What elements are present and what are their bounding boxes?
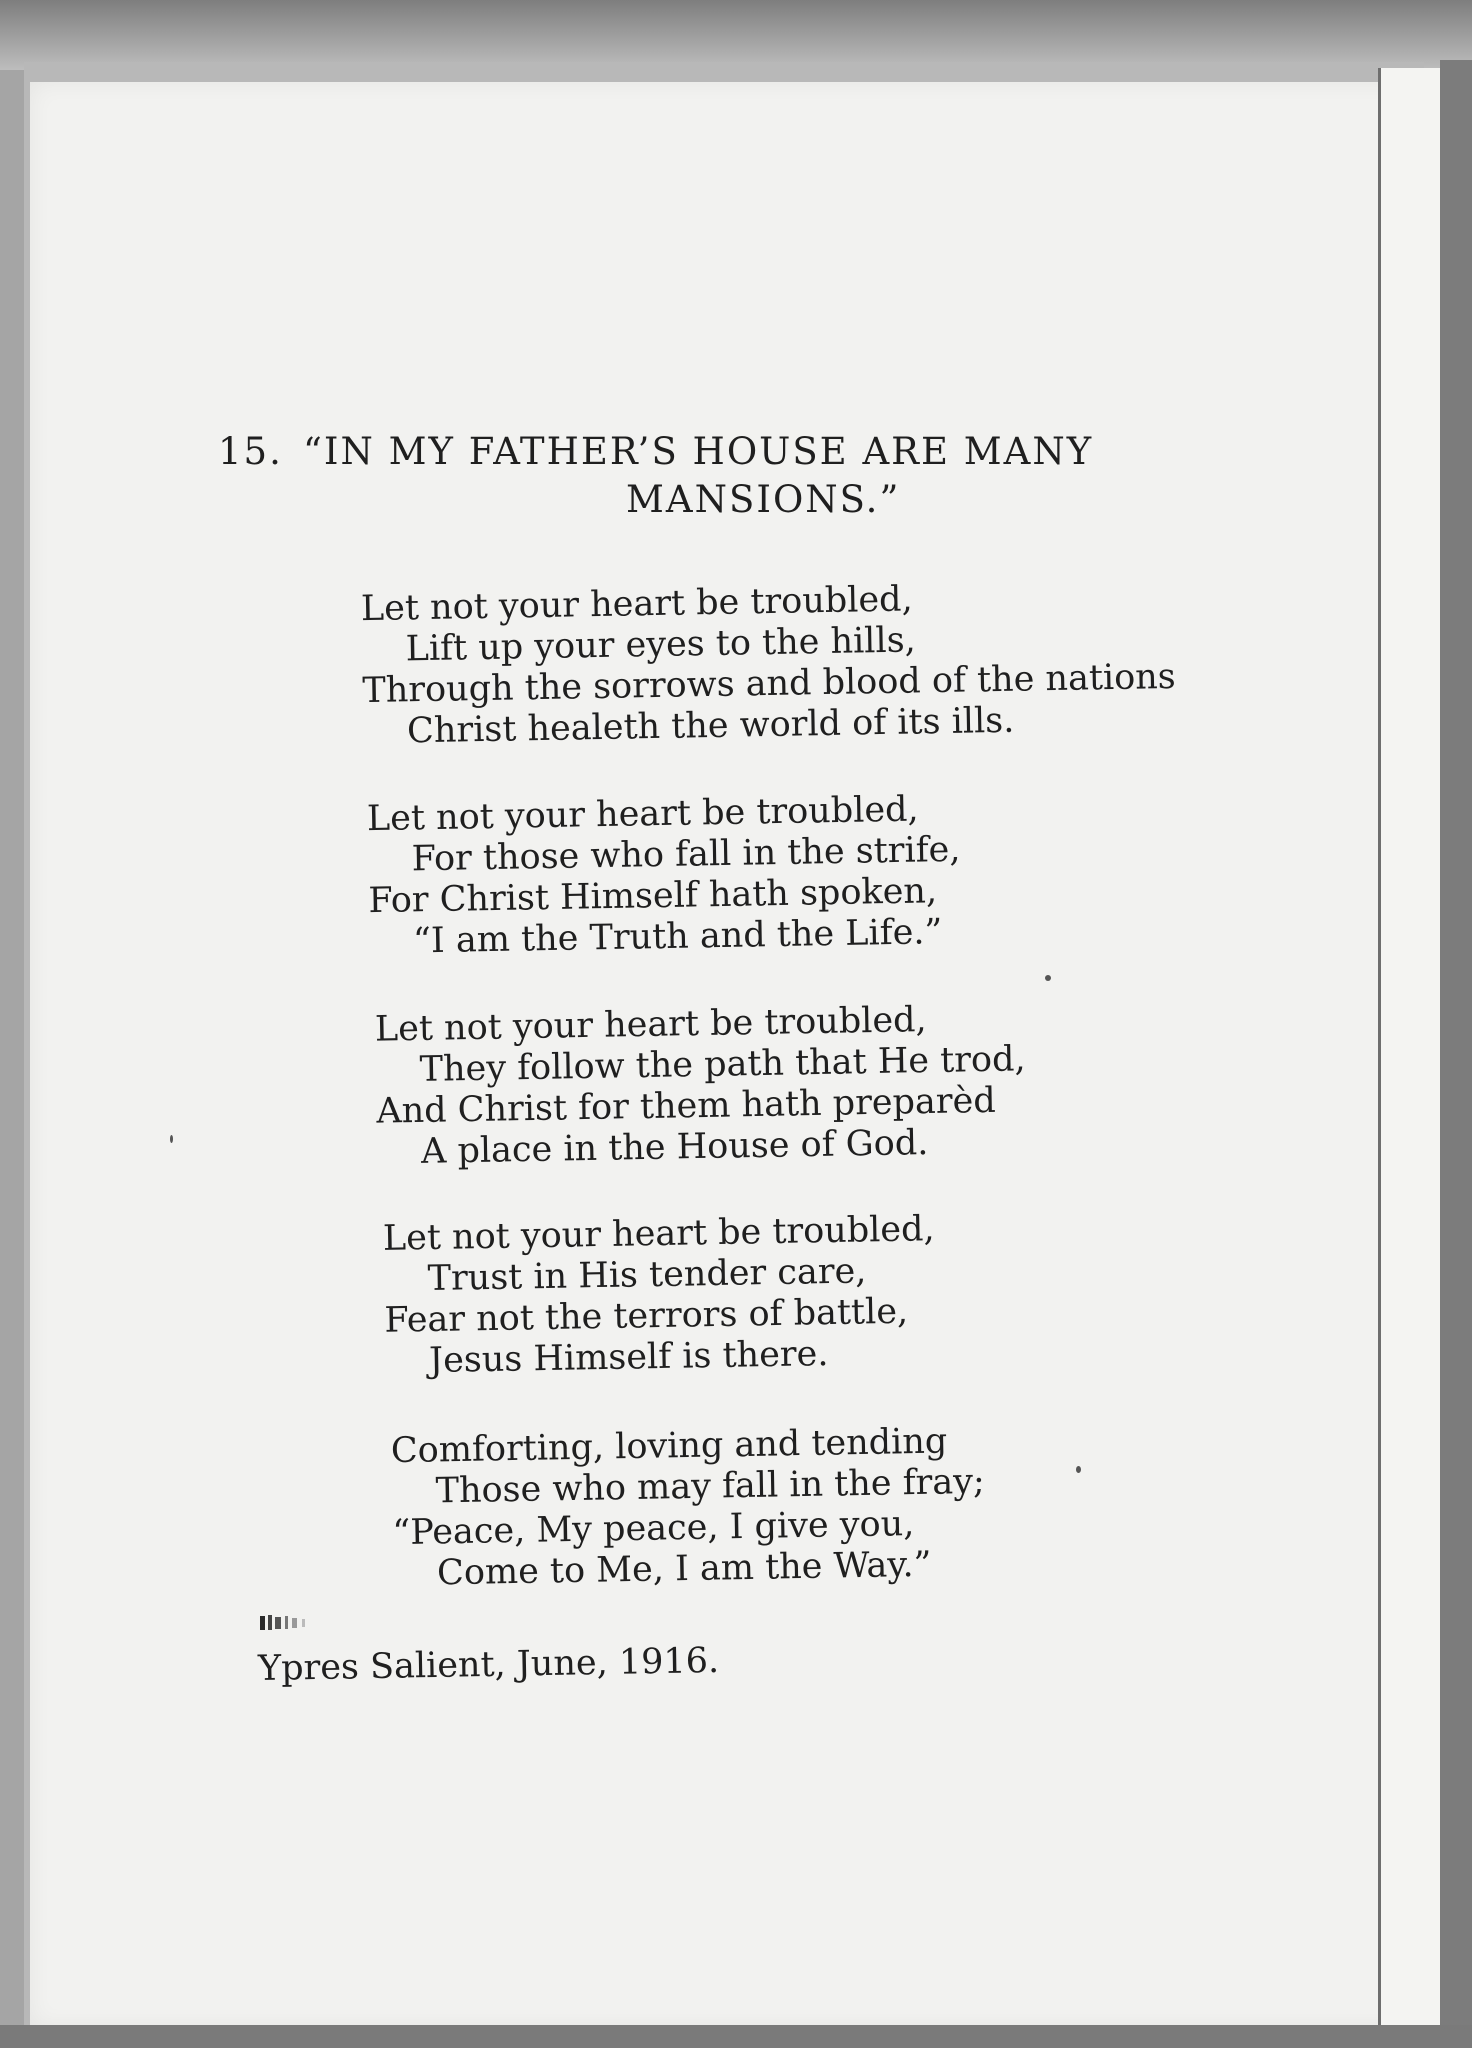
- verse-line: Fear not the terrors of battle,: [384, 1291, 909, 1341]
- verse-line: Through the sorrows and blood of the nations: [362, 656, 1177, 712]
- verse-line: Let not your heart be troubled,: [360, 579, 913, 630]
- stanza-2: [367, 789, 963, 963]
- dust-speck: [1076, 1466, 1081, 1473]
- stanza-5: [391, 1421, 987, 1595]
- poem-number: 15.: [218, 430, 283, 473]
- dust-speck: [170, 1135, 173, 1143]
- place-and-date: Ypres Salient, June, 1916.: [257, 1640, 720, 1690]
- verse-line: Those who may fall in the fray;: [435, 1461, 986, 1512]
- verse-line: Let not your heart be troubled,: [382, 1209, 935, 1259]
- verse-line: Let not your heart be troubled,: [366, 789, 919, 840]
- verse-line: Jesus Himself is there.: [428, 1334, 829, 1382]
- ink-smudge-mark: [258, 1612, 318, 1632]
- verse-line: Let not your heart be troubled,: [374, 1000, 927, 1050]
- poem-title: [218, 428, 1198, 524]
- poem-title-line-1: “IN MY FATHER’S HOUSE ARE MANY: [303, 430, 1094, 473]
- stanza-3: [375, 998, 1028, 1173]
- verse-line: Christ healeth the world of its ills.: [406, 700, 1015, 752]
- verse-line: For Christ Himself hath spoken,: [368, 871, 938, 922]
- verse-line: Come to Me, I am the Way.”: [436, 1544, 932, 1594]
- poem-title-line-2: MANSIONS.”: [626, 478, 901, 521]
- verse-line: Comforting, loving and tending: [390, 1421, 948, 1472]
- dust-speck: [1045, 975, 1051, 981]
- verse-line: A place in the House of God.: [420, 1123, 929, 1172]
- verse-line: And Christ for them hath preparèd: [376, 1080, 997, 1132]
- verse-line: For those who fall in the strife,: [411, 829, 961, 880]
- stanza-4: [383, 1209, 938, 1383]
- verse-line: “Peace, My peace, I give you,: [392, 1504, 915, 1554]
- verse-line: They follow the path that He trod,: [419, 1039, 1026, 1090]
- verse-line: Trust in His tender care,: [427, 1251, 867, 1300]
- verse-line: “I am the Truth and the Life.”: [412, 912, 943, 962]
- stanza-1: [361, 575, 1177, 753]
- verse-line: Lift up your eyes to the hills,: [405, 620, 917, 670]
